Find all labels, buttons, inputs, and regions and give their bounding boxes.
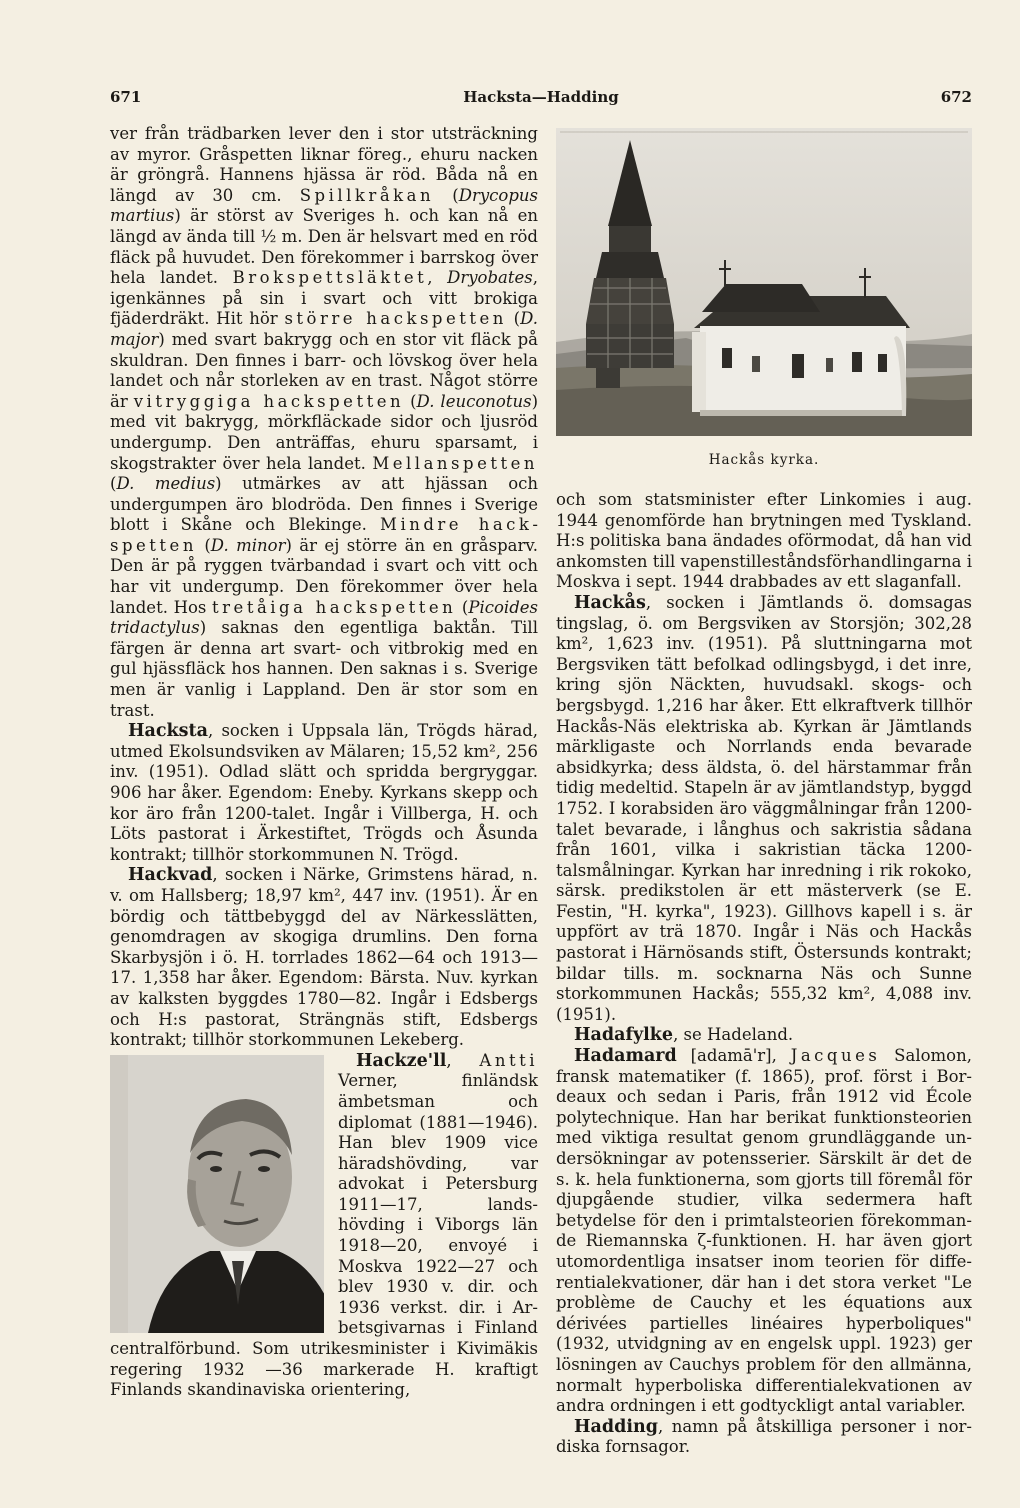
text-run: (: [196, 535, 211, 555]
headword: Hadafylke: [574, 1025, 674, 1046]
left-column: [110, 124, 538, 1401]
spaced-term: Spillkråkan: [299, 185, 435, 205]
text-run: , socken i Jämtlands ö. domsagas tingslag, ö. om Bergsviken av Storsjön; 302,28 km², 1,623 inv. (1951). På sluttningarna mot Bergsviken tätt befolkad odlingsbygd, i det inre, kring sjön Näckten, huvudsakl. skogs- och bergsbygd. 1,216 har åker. Ett elkraftverk tillhör Hackås-Näs elektriska ab. Kyrkan är Jämtlands märkligaste och Norrlands enda bevarade absidkyrka; dess äldsta, ö. del härstammar från tidig medeltid. Stapeln är av jämtlandstyp, byggd 1752. I korabsiden äro väggmålningar från 1200-talet bevarade, i långhus och sakristia sådana från 1601, vilka i sakristian täcka 1200-talsmålningar. Kyrkan har inredning i rik rokoko, särsk. predikstolen är ett mästerverk (se E. Festin, "H. kyrka", 1923). Gillhovs kapell i s. är uppfört av trä 1870. Ingår i Näs och Hackås pastorat i Härnösands stift, Östersunds kontrakt; bildar tills. m. socknarna Näs och Sunne storkommunen Hackås; 555,32 km², 4,088 inv. (1951).: [556, 592, 972, 1024]
spaced-term: Jacques: [790, 1046, 881, 1066]
italic-term: D. major: [110, 309, 539, 349]
church-photo-caption: Hackås kyrka.: [708, 452, 820, 468]
text-run: Verner, finländsk ämbetsman och diplomat (1881—1946). Han blev 1909 vice häradshövding, var advokat i Petersburg 1911—17, landshövding i Viborgs län 1918—20, envoyé i Moskva 1922—27 och blev 1930 v. dir. och 1936 verkst. dir. i Arbetsgivarnas i Finland centralförbund. Som utrikesminister i Kivimäkis regering 1932 —36 markerade H. kraftigt Finlands skandinaviska orientering,: [110, 1071, 538, 1400]
spaced-term: Mindre hackspetten: [110, 515, 538, 555]
spaced-term: Mellanspetten: [372, 453, 538, 473]
text-run: (: [506, 309, 521, 329]
text-run: Salomon, fransk matematiker (f. 1865), prof. först i Bordeaux och sedan i Paris, från 1912 vid École polytechnique. Han har berikat funktionsteorien med viktiga resultat genom grundläggande undersökningar av potensserier. Särskilt är det de s. k. hela funktionerna, som gjorts till föremål för djupgående studier, vilka sedermera haft betydelse för den i primtalsteorien förekommande Riemannska ζ-funktionen. H. har även gjort utomordentliga insatser inom teorien för differentialekvationer, där han i det stora verket "Le problème de Cauchy et les équations aux dérivées partielles linéaires hyperboliques" (1932, utvidgning av en engelsk uppl. 1923) ger lösningen av Cauchys problem för den allmänna, normalt hyperboliska differentialekvationen av andra ordningen i ett godtyckligt antal variabler.: [556, 1046, 972, 1416]
italic-term: Drycopus martius: [110, 185, 538, 226]
spaced-term: vitryggiga hackspetten: [133, 391, 405, 411]
text-run: [adamā'r],: [676, 1046, 791, 1066]
article-hadamard: [556, 1046, 972, 1417]
article-hackas: [556, 593, 972, 1025]
portrait-image: [128, 1055, 324, 1333]
italic-term: D. leuconotus: [416, 391, 532, 411]
church-image: [556, 128, 972, 436]
headword: Hadding: [574, 1416, 658, 1437]
article-hackvad: [110, 865, 538, 1050]
italic-term: Dryobates: [447, 268, 533, 288]
text-run: (: [434, 185, 459, 205]
article-woodpecker-continued: [110, 124, 538, 721]
article-hackzell-intro: [110, 1051, 538, 1401]
headword: Hackvad: [128, 865, 213, 886]
text-run: (: [404, 391, 417, 411]
page-number-left: 671: [110, 88, 142, 106]
text-run: ,: [446, 1050, 480, 1070]
headword: Hackås: [574, 592, 646, 613]
text-run: ) är ej större än en gråsparv. Den är på ryggen tvärbandad i svart och vitt och har vit undergump. Den förekommer över hela landet. Hos: [110, 535, 538, 617]
headword: Hadamard: [574, 1046, 677, 1067]
text-run: ) med vit bakrygg, mörkfläckade sidor och ljusröd undergump. Den anträffas, ehuru sparsamt, i skogstrakter över hela landet.: [110, 391, 538, 473]
text-run: , socken i Uppsala län, Trögds härad, utmed Ekolsundsviken av Mälaren; 15,52 km², 256 inv. (1951). Odlad slätt och spridda bergryggar. 906 har åker. Egendom: Eneby. Kyrkans skepp och kor äro från 1200-talet. Ingår i Villberga, H. och Löts pastorat i Ärkestiftet, Trögds och Åsunda kontrakt; tillhör storkommunen N. Trögd.: [110, 721, 538, 864]
text-run: , se Hadeland.: [673, 1025, 794, 1045]
running-head: Hacksta—Hadding: [463, 88, 619, 106]
text-run: (: [110, 474, 117, 494]
text-run: , igenkännes på sin i svart och vitt brokiga fjäderdräkt. Hit hör: [110, 268, 538, 329]
article-hadafylke: [556, 1025, 972, 1046]
italic-term: D. medius: [116, 474, 216, 494]
spaced-term: tretåiga hackspetten: [212, 597, 457, 617]
right-column: [556, 490, 972, 1458]
italic-term: Picoides tridactylus: [110, 597, 538, 638]
text-run: ) utmärkes av att hjässan och undergumpen äro blodröda. Den finnes i Sverige blott i Skåne och Blekinge.: [110, 474, 538, 535]
headword: Hackze'll: [356, 1050, 447, 1071]
article-hacksta: [110, 721, 538, 865]
text-run: och som statsminister efter Linkomies i aug. 1944 genomförde han brytningen med Tyskland. H:s politiska bana ändades oförmodat, då han vid ankomsten till vapenstilleståndsförhandlingarna i Moskva i sept. 1944 drabbades av ett slaganfall.: [556, 490, 972, 592]
church-photo: [556, 128, 972, 436]
text-run: ,: [427, 268, 448, 288]
text-run: ) med svart bakrygg och en stor vit fläck på skuldran. Den finnes i barr- och lövskog över hela landet och når storleken av en trast. Något större är: [110, 329, 538, 411]
spaced-term: Brokspettsläktet: [232, 268, 428, 288]
text-run: , socken i Närke, Grimstens härad, n. v. om Hallsberg; 18,97 km², 447 inv. (1951). Är en bördig och tättbebyggd del av Närkesslätten, genomdragen av skogiga drumlins. Den forna Skarbysjön i ö. H. torrlades 1862—64 och 1913—17. 1,358 har åker. Egendom: Bärsta. Nuv. kyrkan av kalksten byggdes 1780—82. Ingår i Edsbergs och H:s pastorat, Strängnäs stift, Edsbergs kontrakt; tillhör storkommunen Lekeberg.: [110, 865, 538, 1050]
page-number-right: 672: [940, 88, 972, 106]
headword: Hacksta: [128, 721, 208, 742]
spaced-term: större hackspetten: [284, 309, 507, 329]
article-hadding: [556, 1417, 972, 1458]
portrait-photo: [110, 1055, 324, 1333]
italic-term: D. minor: [210, 535, 286, 555]
article-hackzell-continued: [556, 490, 972, 593]
page-header: [110, 88, 972, 112]
text-run: ) saknas den egentliga baktån. Till färgen är denna art svart- och vitbrokig med en gul hjässfläck hos hannen. Den saknas i s. Sverige men är vanlig i Lappland. Den är stor som en trast.: [110, 618, 538, 720]
text-run: ) är störst av Sveriges h. och kan nå en längd av ända till ½ m. Den är helsvart med en röd fläck på huvudet. Den förekommer i barrskog över hela landet.: [110, 206, 538, 288]
spaced-term: Antti: [479, 1050, 538, 1070]
text-run: ver från trädbarken lever den i stor utsträckning av myror. Gråspetten liknar föreg., ehuru nacken är gröngrå. Hannens hjässa är röd. Båda nå en längd av 30 cm.: [110, 124, 538, 205]
text-run: , namn på åtskilliga personer i nordiska fornsagor.: [556, 1416, 972, 1457]
text-run: (: [456, 597, 469, 617]
